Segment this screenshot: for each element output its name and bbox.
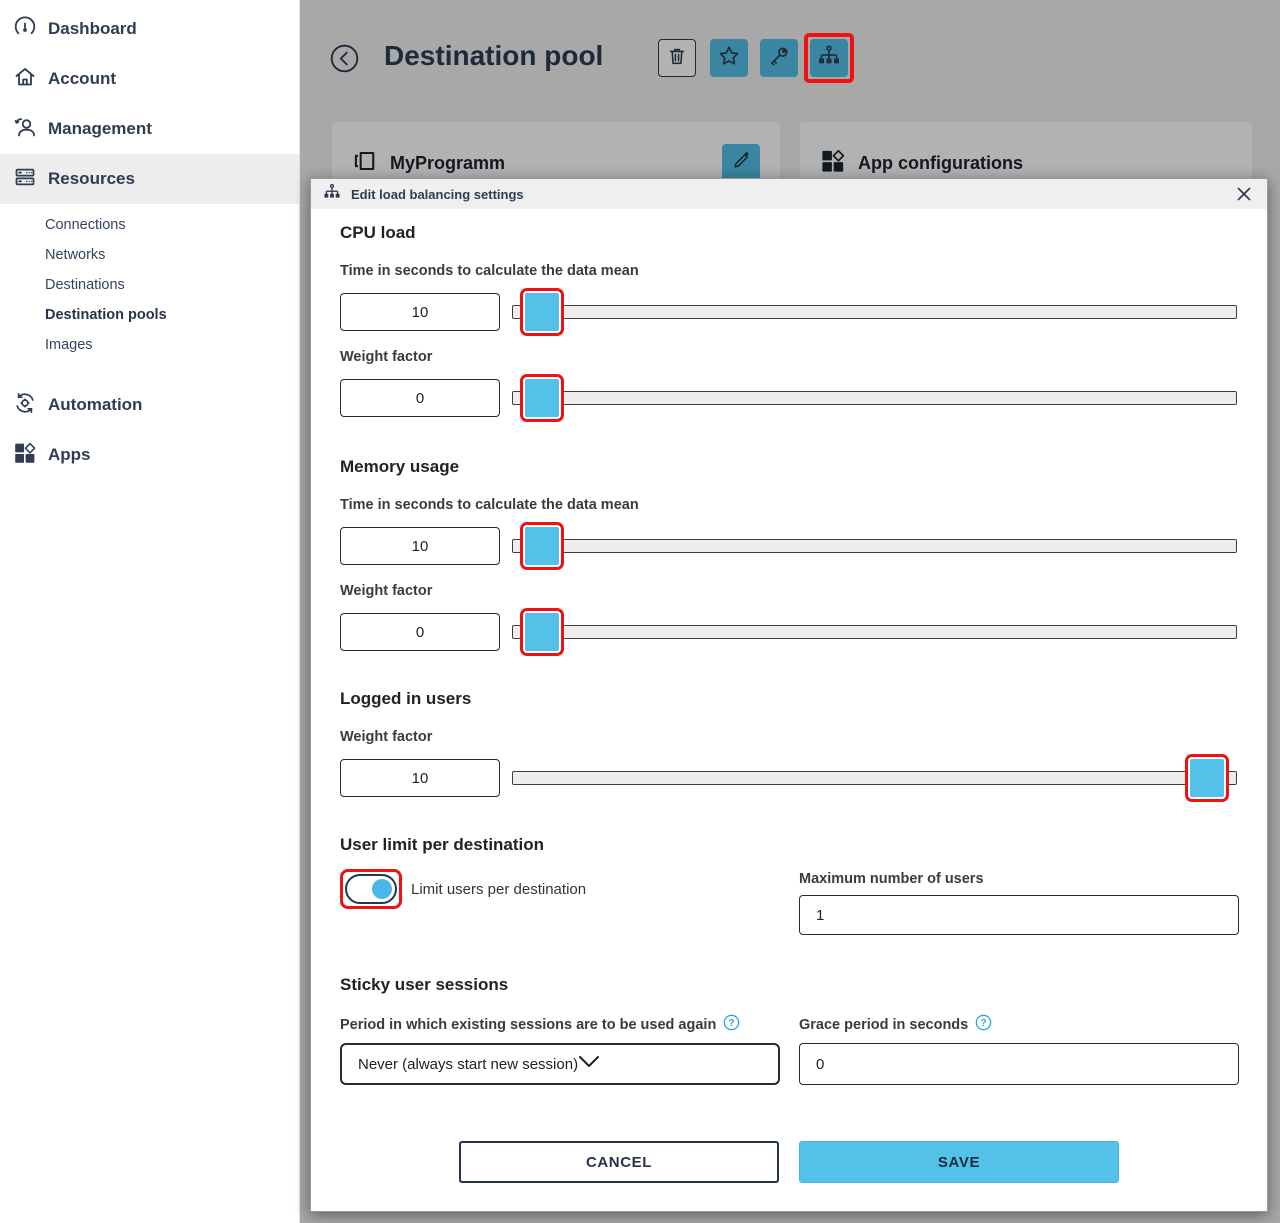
spacer <box>0 368 299 380</box>
help-icon[interactable] <box>975 1014 992 1036</box>
sidebar-item-label: Account <box>48 69 116 88</box>
card-title: App configurations <box>858 153 1023 173</box>
sidebar-item-management[interactable] <box>0 104 299 154</box>
cpu-time-slider <box>512 289 1237 335</box>
sidebar-item-label: Dashboard <box>48 19 137 38</box>
dialog-actions <box>340 1141 1237 1183</box>
toggle-knob <box>372 879 392 899</box>
session-period-label: Period in which existing sessions are to be used again <box>340 1017 717 1033</box>
limit-users-toggle[interactable] <box>345 874 397 904</box>
users-icon <box>13 115 37 144</box>
sidebar-item-account[interactable] <box>0 54 299 104</box>
sidebar-resources-children <box>0 204 299 368</box>
user-limit-row <box>340 871 1237 935</box>
max-users-label: Maximum number of users <box>799 871 984 887</box>
cpu-weight-row <box>340 375 1237 421</box>
load-balancing-icon <box>323 183 341 206</box>
limit-users-toggle-label: Limit users per destination <box>411 880 587 898</box>
server-icon <box>13 165 37 194</box>
section-heading-logged-in-users: Logged in users <box>340 689 472 708</box>
svg-text:?: ? <box>980 1017 987 1029</box>
gauge-icon <box>13 15 37 44</box>
sidebar <box>0 0 300 1223</box>
slider-handle[interactable] <box>1185 754 1229 802</box>
sticky-sessions-row <box>340 1015 1237 1085</box>
slider-track[interactable] <box>512 391 1237 405</box>
edit-load-balancing-dialog <box>310 178 1268 1212</box>
memory-weight-slider <box>512 609 1237 655</box>
home-icon <box>13 65 37 94</box>
cancel-button[interactable]: CANCEL <box>459 1141 779 1183</box>
sidebar-item-dashboard[interactable] <box>0 4 299 54</box>
slider-handle[interactable] <box>520 608 564 656</box>
page-title: Destination pool <box>384 40 604 71</box>
sidebar-item-destination-pools[interactable]: Destination pools <box>45 307 167 323</box>
memory-weight-row <box>340 609 1237 655</box>
sidebar-item-label: Resources <box>48 169 135 188</box>
sidebar-item-connections[interactable]: Connections <box>45 217 126 233</box>
users-weight-slider <box>512 755 1237 801</box>
memory-weight-label: Weight factor <box>340 583 433 599</box>
section-heading-sticky-sessions: Sticky user sessions <box>340 975 509 994</box>
slider-handle[interactable] <box>520 374 564 422</box>
dialog-title: Edit load balancing settings <box>351 186 524 202</box>
grace-period-label: Grace period in seconds <box>799 1017 969 1033</box>
sidebar-item-networks[interactable]: Networks <box>45 247 106 263</box>
svg-text:?: ? <box>728 1017 735 1029</box>
dialog-titlebar <box>311 179 1267 209</box>
session-period-value: Never (always start new session) <box>358 1055 579 1073</box>
memory-time-row <box>340 523 1237 569</box>
users-weight-input[interactable] <box>340 759 500 797</box>
memory-weight-input[interactable] <box>340 613 500 651</box>
sidebar-item-resources[interactable] <box>0 154 299 204</box>
users-weight-label: Weight factor <box>340 729 433 745</box>
section-heading-cpu-load: CPU load <box>340 223 416 242</box>
memory-time-slider <box>512 523 1237 569</box>
cpu-time-label: Time in seconds to calculate the data mean <box>340 263 639 279</box>
sidebar-item-automation[interactable] <box>0 380 299 430</box>
cpu-weight-label: Weight factor <box>340 349 433 365</box>
automation-icon <box>13 391 37 420</box>
grace-period-input[interactable] <box>799 1043 1239 1085</box>
cpu-weight-slider <box>512 375 1237 421</box>
apps-icon <box>13 441 37 470</box>
slider-track[interactable] <box>512 305 1237 319</box>
max-users-input[interactable] <box>799 895 1239 935</box>
help-icon[interactable] <box>723 1014 740 1036</box>
session-period-select[interactable] <box>340 1043 780 1085</box>
slider-handle[interactable] <box>520 522 564 570</box>
annotation-box <box>340 869 402 909</box>
cpu-time-input[interactable] <box>340 293 500 331</box>
section-heading-user-limit: User limit per destination <box>340 835 545 854</box>
sidebar-item-destinations[interactable]: Destinations <box>45 277 125 293</box>
users-weight-row <box>340 755 1237 801</box>
slider-track[interactable] <box>512 771 1237 785</box>
section-heading-memory-usage: Memory usage <box>340 457 460 476</box>
chevron-down-icon <box>578 1055 600 1073</box>
save-button[interactable]: SAVE <box>799 1141 1119 1183</box>
sidebar-item-label: Automation <box>48 395 143 414</box>
sidebar-item-label: Apps <box>48 445 91 464</box>
memory-time-input[interactable] <box>340 527 500 565</box>
cpu-weight-input[interactable] <box>340 379 500 417</box>
cpu-time-row <box>340 289 1237 335</box>
slider-track[interactable] <box>512 625 1237 639</box>
card-title: MyProgramm <box>390 153 506 173</box>
slider-track[interactable] <box>512 539 1237 553</box>
sidebar-item-label: Management <box>48 119 152 138</box>
close-icon[interactable] <box>1233 183 1255 205</box>
slider-handle[interactable] <box>520 288 564 336</box>
memory-time-label: Time in seconds to calculate the data mean <box>340 497 639 513</box>
sidebar-item-images[interactable]: Images <box>45 337 93 353</box>
sidebar-item-apps[interactable] <box>0 430 299 480</box>
